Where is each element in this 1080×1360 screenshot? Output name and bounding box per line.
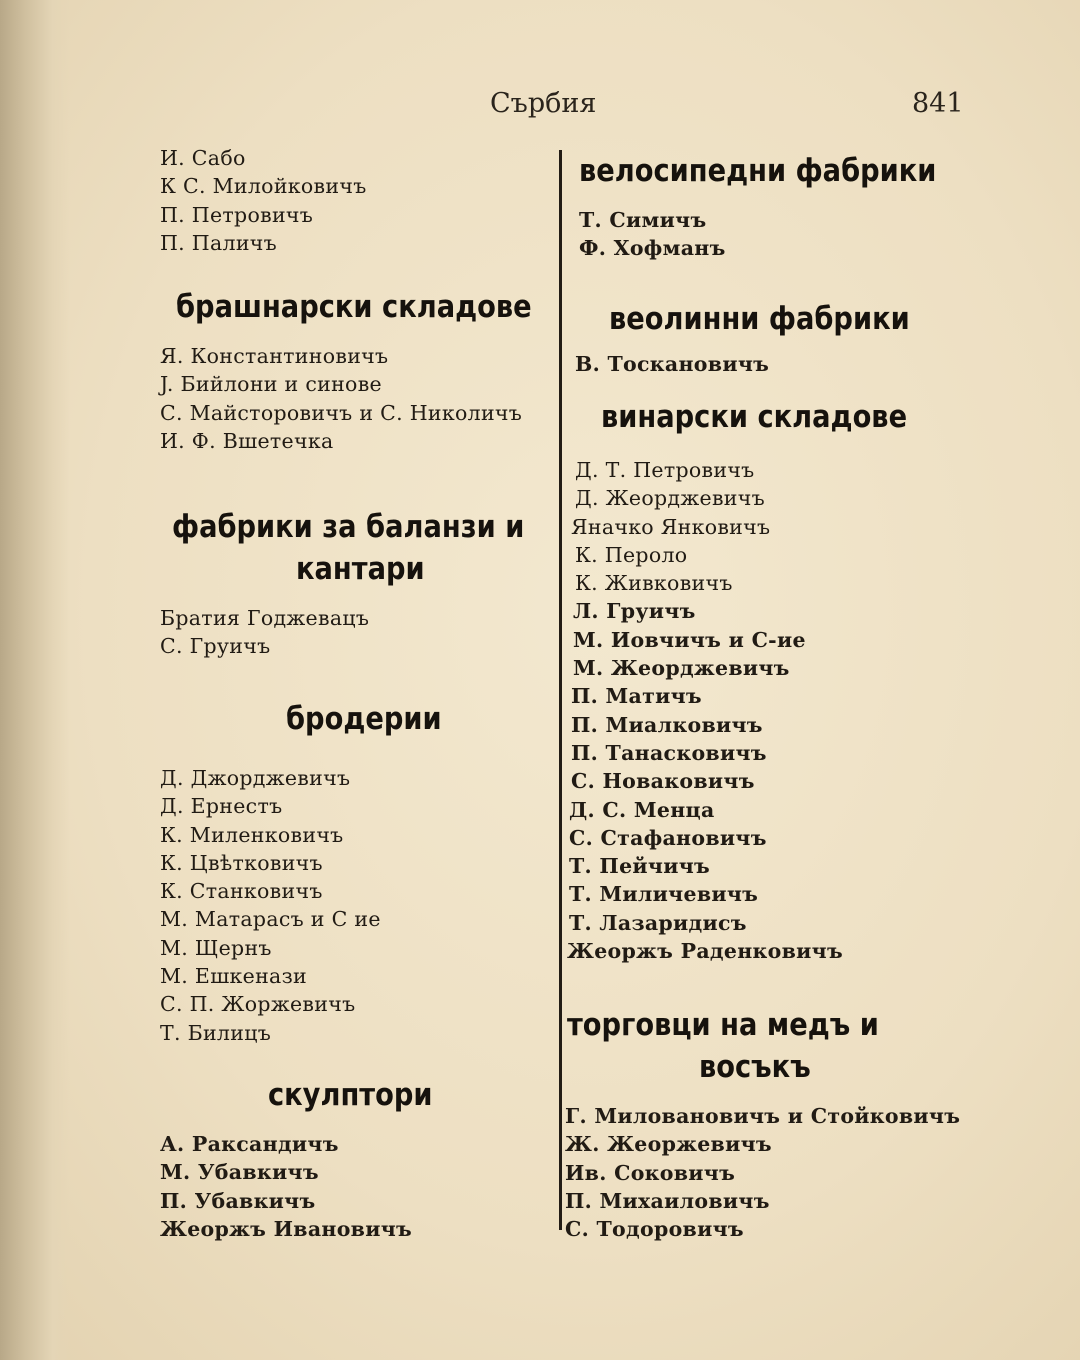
list-item: К. Цвѣтковичъ [160, 850, 323, 875]
list-item: Г. Миловановичъ и Стойковичъ [565, 1104, 961, 1128]
section-heading-line1: торговци на медъ и [567, 1007, 879, 1043]
list-item: Жеоржъ Ивановичъ [160, 1216, 413, 1241]
list-item: Т. Симичъ [579, 208, 707, 232]
left-column [160, 140, 560, 1260]
list-item: П. Матичъ [571, 684, 702, 709]
section-heading: брашнарски складове [176, 289, 532, 325]
list-item: Ж. Жеоржевичъ [565, 1132, 772, 1157]
list-item: Д. Ернестъ [160, 794, 283, 819]
section-wool-factories [565, 298, 965, 378]
list-item: Д. Джорджевичъ [160, 766, 351, 790]
section-embroideries [160, 698, 560, 1047]
running-header [0, 88, 1080, 128]
list-item: Я. Константиновичъ [160, 344, 389, 368]
section-scales-factories [160, 506, 560, 661]
list-item: Т. Миличевичъ [569, 882, 759, 907]
list-item: С. Новаковичъ [571, 769, 755, 794]
list-item: Д. Т. Петровичъ [575, 458, 755, 482]
list-item: Ив. Соковичъ [565, 1160, 736, 1185]
list-item: П. Михаиловичъ [565, 1188, 770, 1213]
list-item: М. Жеорджевичъ [573, 656, 790, 681]
list-item: С. Груичъ [160, 634, 271, 659]
list-item: Т. Пейчичъ [569, 854, 711, 879]
list-item: П. Танасковичъ [571, 740, 767, 765]
page-gutter-shadow [0, 0, 70, 1360]
list-item: К С. Милойковичъ [160, 174, 367, 199]
section-heading: винарски складове [601, 399, 908, 435]
section-heading: вeолинни фабрики [609, 301, 910, 337]
list-item: И. Сабо [160, 146, 246, 170]
list-item: Л. Груичъ [573, 599, 696, 624]
section-heading: бродерии [286, 701, 442, 737]
page-number: 841 [912, 88, 964, 119]
list-item: Д. С. Менца [569, 797, 715, 822]
list-item: К. Пероло [575, 542, 688, 567]
list-item: К. Станковичъ [160, 879, 323, 904]
section-heading: скулптори [268, 1077, 433, 1113]
section-flour-warehouses [160, 286, 560, 455]
section-heading-line2: восъкъ [699, 1049, 811, 1085]
list-item: Д. Жеорджевичъ [575, 486, 765, 511]
list-item: К. Миленковичъ [160, 822, 344, 847]
list-item: С. П. Жоржевичъ [160, 992, 356, 1017]
list-item: Т. Лазаридисъ [569, 910, 747, 935]
list-item: П. Убавкичъ [160, 1188, 316, 1213]
list-item: М. Щернъ [160, 935, 272, 960]
right-column [565, 140, 965, 1260]
running-title: Сърбия [490, 88, 597, 119]
list-item: М. Иовчичъ и С-ие [573, 627, 806, 652]
list-item: Яначко Янковичъ [571, 514, 771, 539]
list-item: В. Тоскановичъ [575, 352, 770, 376]
section-heading: велосипедни фабрики [579, 153, 937, 189]
list-item: М. Убавкичъ [160, 1160, 319, 1185]
list-item: К. Живковичъ [575, 571, 733, 596]
list-item: Т. Билицъ [160, 1020, 272, 1045]
list-item: С. Майсторовичъ и С. Николичъ [160, 400, 523, 425]
list-item: Ф. Хофманъ [579, 236, 726, 261]
list-item: П. Паличъ [160, 230, 277, 255]
section-heading-line2: кантари [296, 551, 425, 587]
section-heading-line1: фабрики за баланзи и [172, 509, 525, 545]
list-item: J. Бийлони и синове [160, 372, 382, 397]
section-wine-warehouses [565, 396, 965, 965]
list-item: П. Петровичъ [160, 202, 314, 227]
list-item: М. Ешкенази [160, 964, 308, 989]
list-item: Жеоржъ Раденковичъ [567, 939, 843, 964]
section-sculptors [160, 1074, 560, 1243]
section-bicycle-factories [565, 150, 965, 263]
left-top-entries [160, 144, 560, 257]
list-item: А. Раксандичъ [160, 1132, 339, 1156]
list-item: С. Стафановичъ [569, 825, 767, 850]
list-item: М. Матарасъ и С ие [160, 907, 381, 932]
section-honey-wax-traders [565, 1004, 965, 1243]
list-item: И. Ф. Вшетечка [160, 428, 334, 453]
list-item: П. Миалковичъ [571, 712, 763, 737]
list-item: С. Тодоровичъ [565, 1217, 744, 1242]
list-item: Братия Годжевацъ [160, 606, 370, 630]
